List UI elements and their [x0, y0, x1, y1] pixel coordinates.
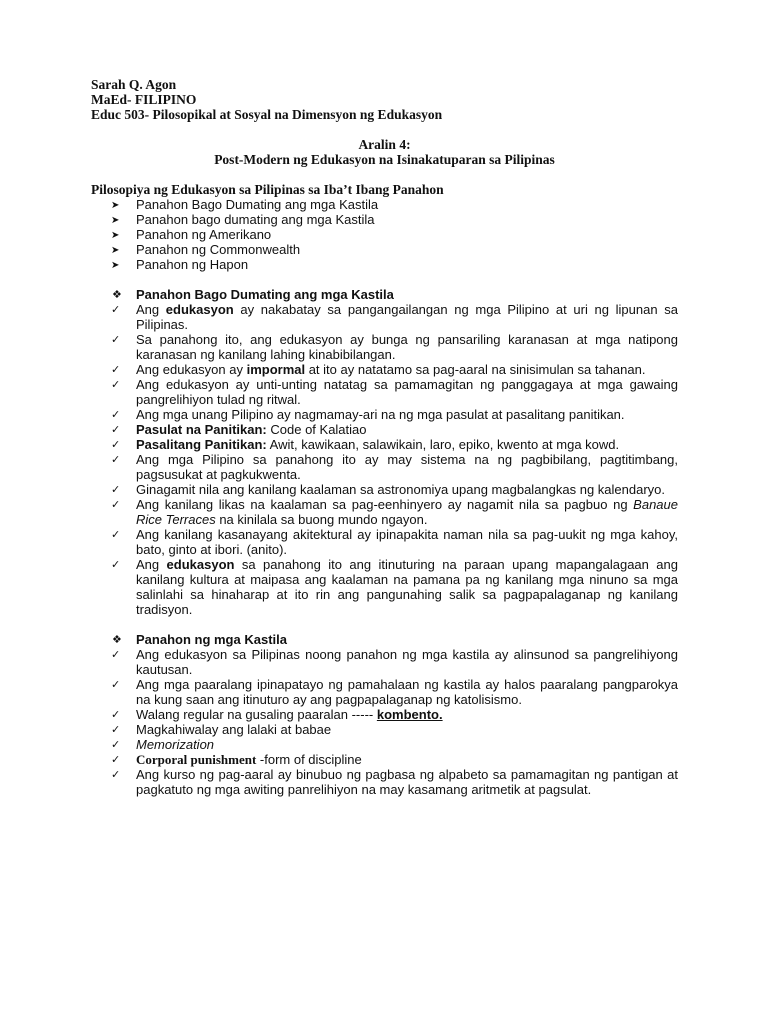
checkmark-icon: ✓	[111, 528, 121, 541]
list-item: ✓ Ang edukasyon ay unti-unting natatag sa pamamagitan ng panggagaya at mga gawaing pangrelihiyon tulad ng ritwal.	[111, 377, 678, 407]
spanish-era-list	[91, 647, 678, 797]
checkmark-icon: ✓	[111, 333, 121, 346]
checkmark-icon: ✓	[111, 483, 121, 496]
list-item: ✓ Corporal punishment -form of discipline	[111, 752, 362, 767]
list-item: ✓ Ang kanilang likas na kaalaman sa pag-eenhinyero ay nagamit nila sa pagbuo ng Banaue Rice Terraces na kinilala sa buong mundo ngayon.	[111, 497, 678, 527]
list-item: ✓ Ang edukasyon ay impormal at ito ay natatamo sa pag-aaral na sinisimulan sa tahanan.	[111, 362, 646, 377]
arrow-bullet-icon: ➤	[111, 200, 120, 211]
checkmark-icon: ✓	[111, 438, 121, 451]
checkmark-icon: ✓	[111, 378, 121, 391]
diamond-bullet-icon: ❖	[112, 633, 122, 646]
list-item: ✓ Magkahiwalay ang lalaki at babae	[111, 722, 332, 737]
checkmark-icon: ✓	[111, 753, 121, 766]
author-name: Sarah Q. Agon	[91, 77, 177, 92]
list-item: ✓ Ang kanilang kasanayang akitektural ay ipinapakita naman nila sa pag-uukit ng mga kahoy, bato, ginto at ibori. (anito).	[111, 527, 678, 557]
list-item: ✓ Walang regular na gusaling paaralan ----- kombento.	[111, 707, 443, 722]
lesson-number: Aralin 4:	[358, 137, 411, 152]
list-item: ✓ Sa panahong ito, ang edukasyon ay bunga ng pansariling karanasan at mga natipong karanasan ng kanilang lahing kinabibilangan.	[111, 332, 678, 362]
pre-spanish-list	[91, 302, 678, 617]
checkmark-icon: ✓	[111, 363, 121, 376]
list-item: ✓ Pasulat na Panitikan: Code of Kalatiao	[111, 422, 367, 437]
period-list	[91, 197, 678, 272]
checkmark-icon: ✓	[111, 303, 121, 316]
lesson-title: Post-Modern ng Edukasyon na Isinakatuparan sa Pilipinas	[214, 152, 555, 167]
checkmark-icon: ✓	[111, 678, 121, 691]
list-item: ✓ Ang edukasyon sa Pilipinas noong panahon ng mga kastila ay alinsunod sa pangrelihiyong kautusan.	[111, 647, 678, 677]
subsection-heading: ❖ Panahon Bago Dumating ang mga Kastila	[112, 287, 394, 302]
list-item: ➤ Panahon Bago Dumating ang mga Kastila	[111, 197, 379, 212]
checkmark-icon: ✓	[111, 498, 121, 511]
author-block	[91, 77, 678, 122]
list-item: ✓ Ginagamit nila ang kanilang kaalaman sa astronomiya upang magbalangkas ng kalendaryo.	[111, 482, 666, 497]
list-item: ➤ Panahon ng Commonwealth	[111, 242, 301, 257]
list-item: ✓ Ang mga unang Pilipino ay nagmamay-ari na ng mga pasulat at pasalitang panitikan.	[111, 407, 625, 422]
course-title: Educ 503- Pilosopikal at Sosyal na Dimensyon ng Edukasyon	[91, 107, 443, 122]
list-item: ➤ Panahon ng Amerikano	[111, 227, 272, 242]
list-item: ✓ Ang edukasyon sa panahong ito ang itinuturing na paraan upang mapangalagaan ang kanilang kultura at maipasa ang kaalaman na pamana pa ng kanilang mga ninuno sa mga salinlahi sa hinaharap at ito rin ang pangunahing salik sa pagpapalaganap ng kanilang tradisyon.	[111, 557, 678, 617]
list-item: ➤ Panahon bago dumating ang mga Kastila	[111, 212, 375, 227]
checkmark-icon: ✓	[111, 423, 121, 436]
list-item: ✓ Ang kurso ng pag-aaral ay binubuo ng pagbasa ng alpabeto sa pamamagitan ng pantigan at pagkatuto ng mga awiting panrelihiyon na may kasamang aritmetik at pagsulat.	[111, 767, 678, 797]
list-item: ✓ Ang edukasyon ay nakabatay sa pangangailangan ng mga Pilipino at uri ng lipunan sa Pilipinas.	[111, 302, 678, 332]
subsection-heading: ❖ Panahon ng mga Kastila	[112, 632, 287, 647]
checkmark-icon: ✓	[111, 558, 121, 571]
arrow-bullet-icon: ➤	[111, 215, 120, 226]
checkmark-icon: ✓	[111, 738, 121, 751]
list-item: ➤ Panahon ng Hapon	[111, 257, 249, 272]
list-item: ✓ Ang mga Pilipino sa panahong ito ay may sistema na ng pagbibilang, pagtitimbang, pagsusukat at pagkukwenta.	[111, 452, 678, 482]
list-item: ✓ Pasalitang Panitikan: Awit, kawikaan, salawikain, laro, epiko, kwento at mga kowd.	[111, 437, 620, 452]
arrow-bullet-icon: ➤	[111, 230, 120, 241]
diamond-bullet-icon: ❖	[112, 288, 122, 301]
author-program: MaEd- FILIPINO	[91, 92, 197, 107]
checkmark-icon: ✓	[111, 408, 121, 421]
arrow-bullet-icon: ➤	[111, 260, 120, 271]
list-item: ✓ Memorization	[111, 737, 215, 752]
checkmark-icon: ✓	[111, 708, 121, 721]
section-heading: Pilosopiya ng Edukasyon sa Pilipinas sa Iba’t Ibang Panahon	[91, 182, 444, 197]
checkmark-icon: ✓	[111, 648, 121, 661]
document-body	[91, 77, 678, 797]
list-item: ✓ Ang mga paaralang ipinapatayo ng pamahalaan ng kastila ay halos paaralang pangparokya na kung saan ang itinuturo ay ang pagpapalaganap ng katolisismo.	[111, 677, 678, 707]
checkmark-icon: ✓	[111, 723, 121, 736]
arrow-bullet-icon: ➤	[111, 245, 120, 256]
checkmark-icon: ✓	[111, 453, 121, 466]
checkmark-icon: ✓	[111, 768, 121, 781]
